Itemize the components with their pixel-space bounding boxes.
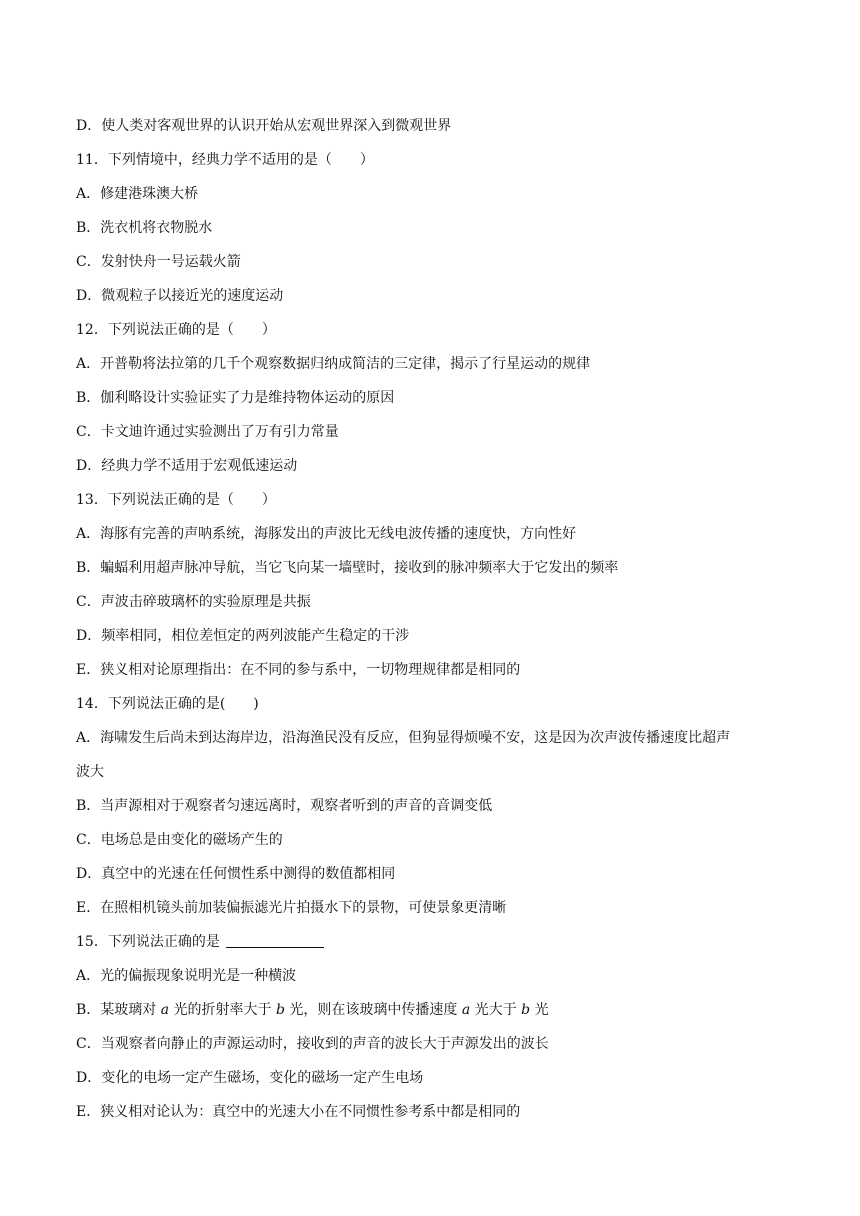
q15-b-text-3: 光，则在该玻璃中传播速度 [284, 1002, 462, 1018]
question-12-stem: 12．下列说法正确的是（ ） [76, 322, 276, 338]
q15-b-var-b2: b [521, 1002, 531, 1018]
q11-option-b: B．洗衣机将衣物脱水 [76, 220, 213, 236]
question-13-stem: 13．下列说法正确的是（ ） [76, 492, 276, 508]
q14-option-d: D．真空中的光速在任何惯性系中测得的数值都相同 [76, 866, 396, 882]
question-14-stem: 14．下列说法正确的是( ) [76, 696, 259, 712]
q13-option-e: E．狭义相对论原理指出：在不同的参与系中，一切物理规律都是相同的 [76, 662, 521, 678]
q14-option-c: C．电场总是由变化的磁场产生的 [76, 832, 283, 848]
q11-option-c: C．发射快舟一号运载火箭 [76, 254, 241, 270]
q15-b-text-4: 光大于 [470, 1002, 522, 1018]
q14-option-b: B．当声源相对于观察者匀速远离时，观察者听到的声音的音调变低 [76, 798, 493, 814]
q15-option-e: E．狭义相对论认为：真空中的光速大小在不同惯性参考系中都是相同的 [76, 1104, 521, 1120]
question-15-stem: 15．下列说法正确的是 [76, 934, 220, 950]
q10-option-d: D．使人类对客观世界的认识开始从宏观世界深入到微观世界 [76, 118, 452, 134]
q14-option-a-line2: 波大 [76, 764, 104, 780]
q11-option-a: A．修建港珠澳大桥 [76, 186, 199, 202]
q15-option-a: A．光的偏振现象说明光是一种横波 [76, 968, 297, 984]
q12-option-d: D．经典力学不适用于宏观低速运动 [76, 458, 298, 474]
question-15-stem-row [76, 925, 792, 959]
q12-option-b: B．伽利略设计实验证实了力是维持物体运动的原因 [76, 390, 395, 406]
q15-b-text-5: 光 [530, 1002, 549, 1018]
q15-b-var-a1: a [160, 1002, 170, 1018]
q15-option-d: D．变化的电场一定产生磁场，变化的磁场一定产生电场 [76, 1070, 424, 1086]
q12-option-a: A．开普勒将法拉第的几千个观察数据归纳成简洁的三定律，揭示了行星运动的规律 [76, 356, 591, 372]
q13-option-b: B．蝙蝠利用超声脉冲导航，当它飞向某一墙壁时，接收到的脉冲频率大于它发出的频率 [76, 560, 619, 576]
q11-option-d: D．微观粒子以接近光的速度运动 [76, 288, 284, 304]
question-content [76, 109, 792, 1129]
q14-option-e: E．在照相机镜头前加装偏振滤光片拍摄水下的景物，可使景象更清晰 [76, 900, 507, 916]
q13-option-d: D．频率相同，相位差恒定的两列波能产生稳定的干涉 [76, 628, 410, 644]
q15-b-text-2: 光的折射率大于 [169, 1002, 277, 1018]
q15-b-var-b1: b [276, 1002, 285, 1018]
q13-option-a: A．海豚有完善的声呐系统，海豚发出的声波比无线电波传播的速度快，方向性好 [76, 526, 577, 542]
q15-b-text-1: B．某玻璃对 [76, 1002, 161, 1018]
q14-option-a-line1: A．海啸发生后尚未到达海岸边，沿海渔民没有反应，但狗显得烦噪不安，这是因为次声波传播速度比超声 [76, 730, 731, 746]
q12-option-c: C．卡文迪许通过实验测出了万有引力常量 [76, 424, 339, 440]
question-11-stem: 11．下列情境中，经典力学不适用的是（ ） [76, 152, 374, 168]
q15-option-b [76, 993, 792, 1027]
answer-blank [226, 933, 324, 948]
q15-option-c: C．当观察者向静止的声源运动时，接收到的声音的波长大于声源发出的波长 [76, 1036, 549, 1052]
q13-option-c: C．声波击碎玻璃杯的实验原理是共振 [76, 594, 311, 610]
q15-b-var-a2: a [461, 1002, 471, 1018]
